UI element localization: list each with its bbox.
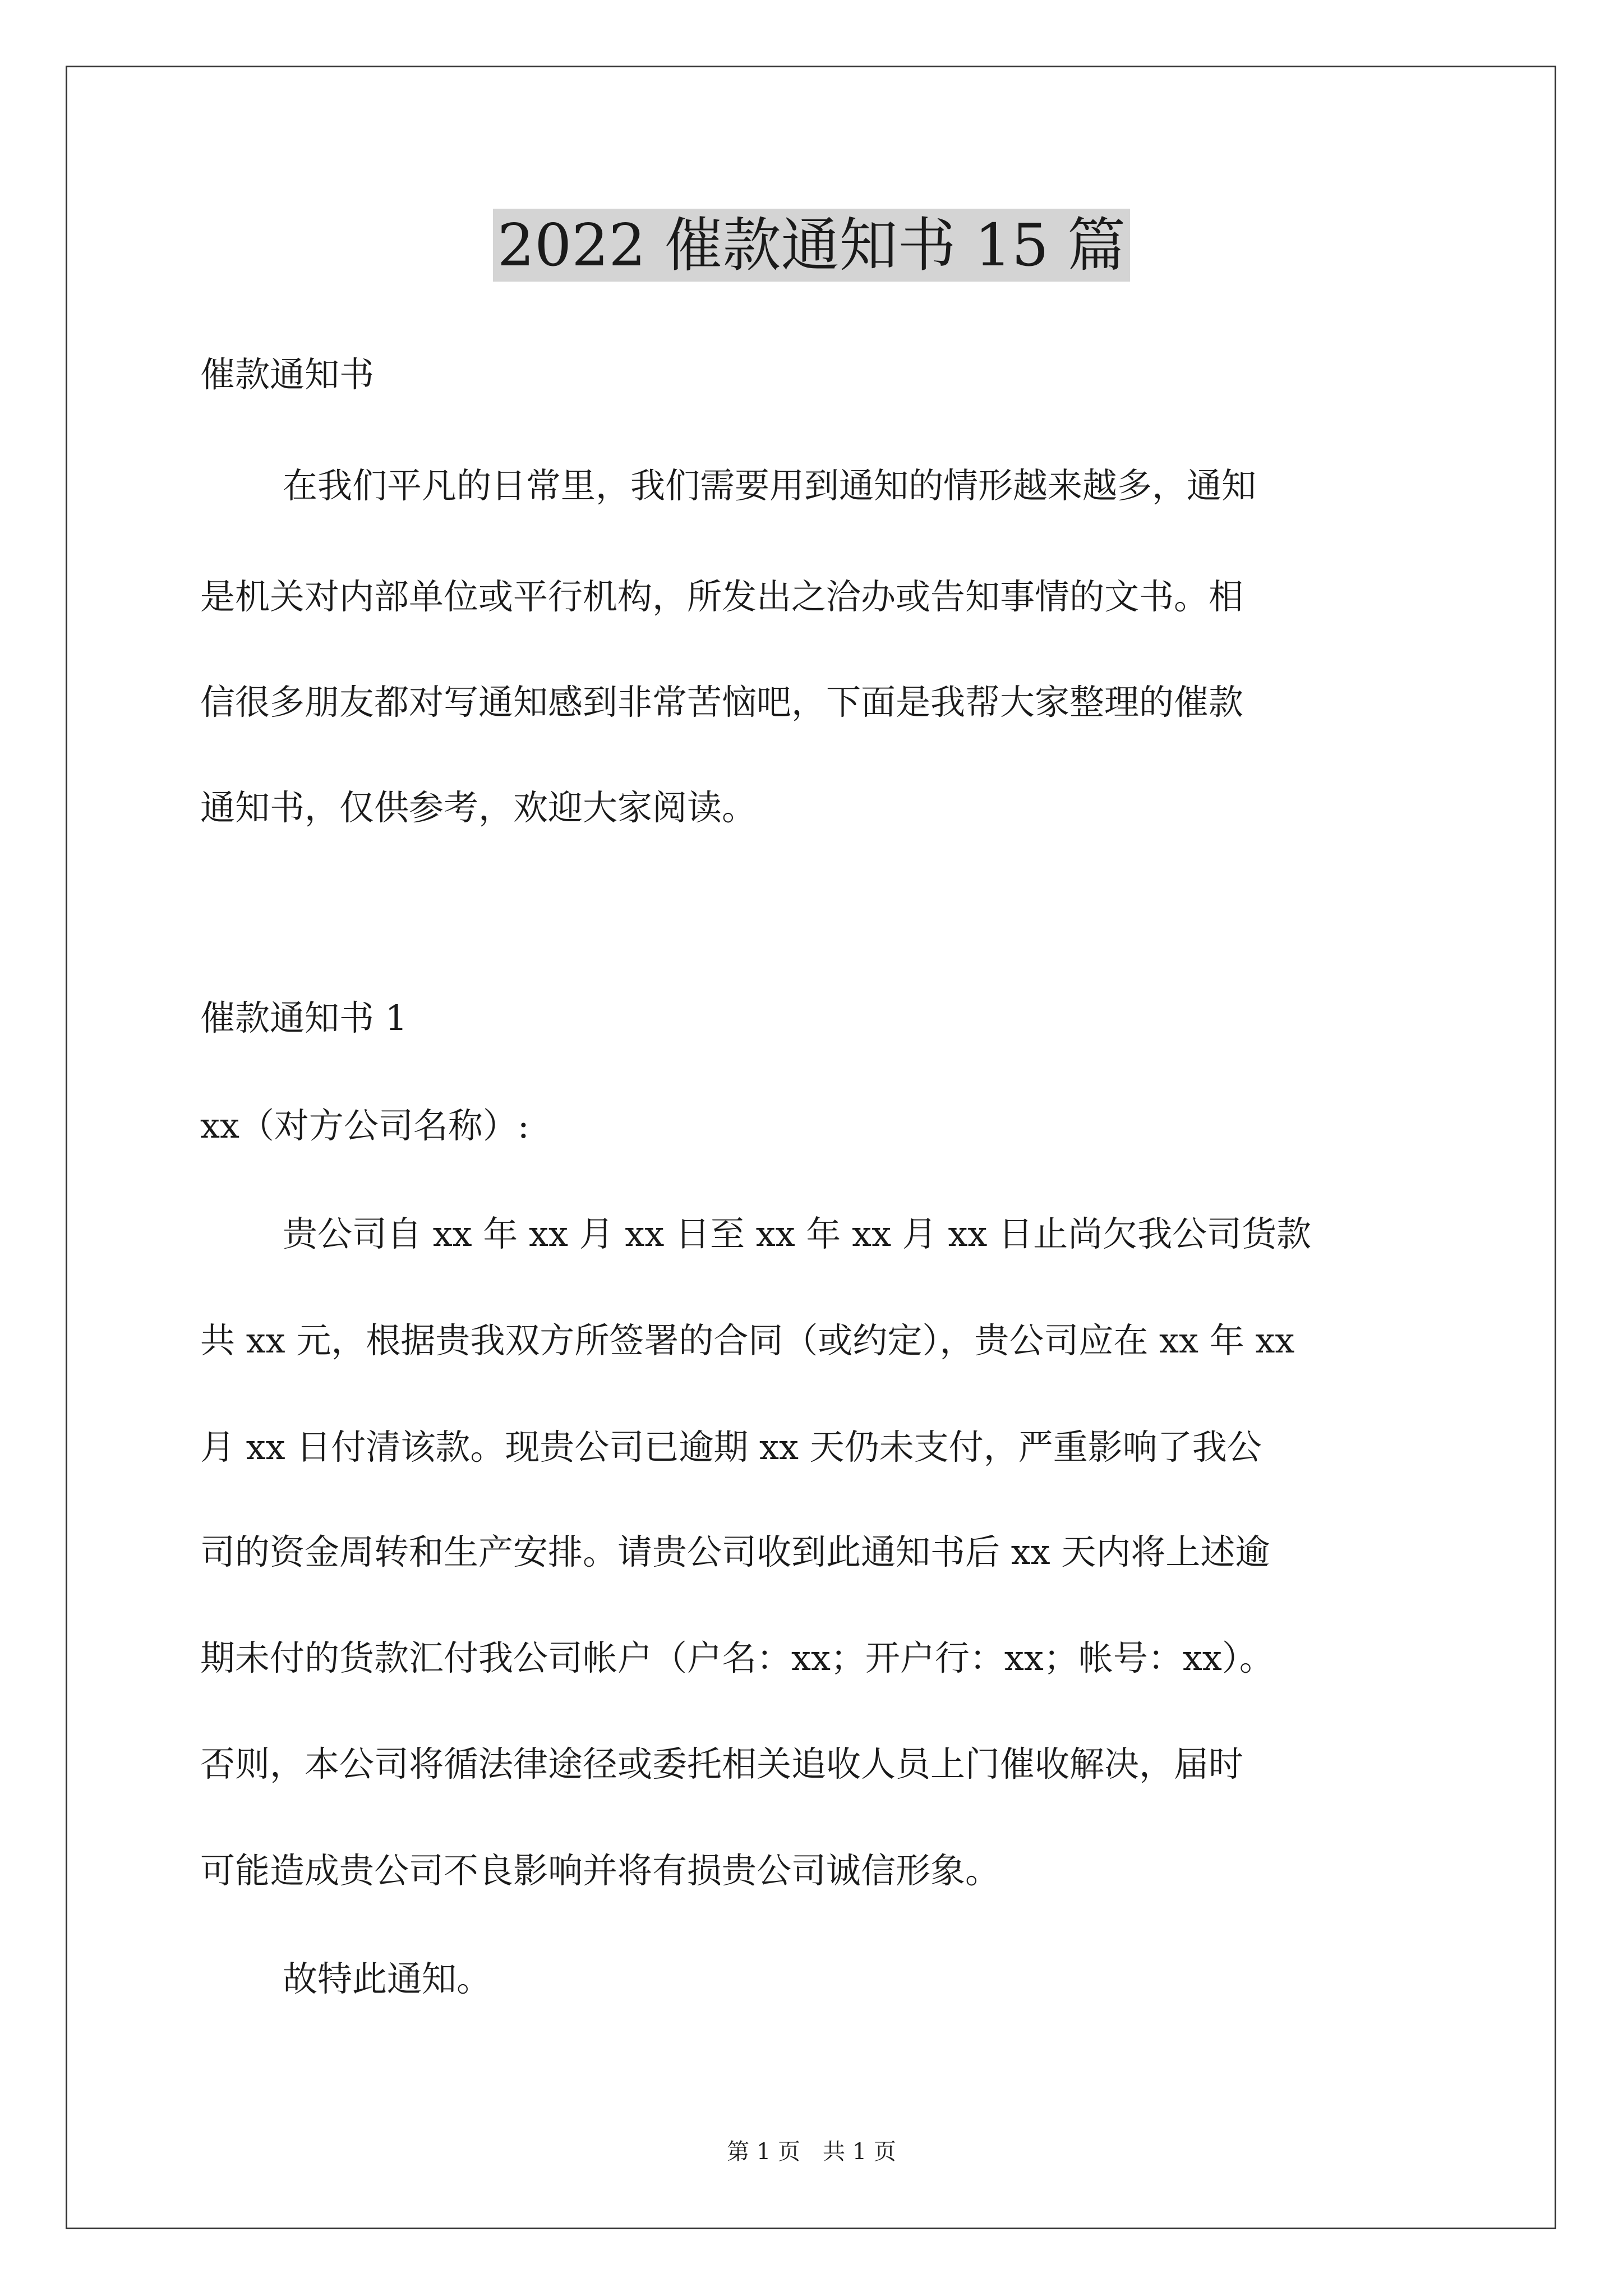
section-heading: 催款通知书 bbox=[200, 354, 375, 395]
page-footer: 第 1 页 共 1 页 bbox=[727, 2139, 896, 2165]
body-line-3: 月 xx 日付清该款。现贵公司已逾期 xx 天仍未支付，严重影响了我公 bbox=[200, 1427, 1262, 1467]
intro-line-1: 在我们平凡的日常里，我们需要用到通知的情形越来越多，通知 bbox=[283, 465, 1257, 506]
body-line-4: 司的资金周转和生产安排。请贵公司收到此通知书后 xx 天内将上述逾 bbox=[200, 1531, 1270, 1572]
body-line-1: 贵公司自 xx 年 xx 月 xx 日至 xx 年 xx 月 xx 日止尚欠我公司货款 bbox=[283, 1213, 1312, 1254]
intro-line-2: 是机关对内部单位或平行机构，所发出之洽办或告知事情的文书。相 bbox=[200, 576, 1244, 617]
document-title: 2022 催款通知书 15 篇 bbox=[0, 209, 1623, 282]
body-line-7: 可能造成贵公司不良影响并将有损贵公司诚信形象。 bbox=[200, 1850, 1000, 1891]
intro-line-4: 通知书，仅供参考，欢迎大家阅读。 bbox=[200, 787, 757, 828]
addressee: xx（对方公司名称）: bbox=[200, 1105, 529, 1146]
intro-line-3: 信很多朋友都对写通知感到非常苦恼吧，下面是我帮大家整理的催款 bbox=[200, 682, 1244, 723]
subsection-heading: 催款通知书 1 bbox=[200, 997, 408, 1038]
body-line-5: 期未付的货款汇付我公司帐户（户名：xx；开户行：xx；帐号：xx）。 bbox=[200, 1637, 1274, 1678]
body-line-6: 否则，本公司将循法律途径或委托相关追收人员上门催收解决，届时 bbox=[200, 1743, 1244, 1784]
closing-line: 故特此通知。 bbox=[283, 1958, 492, 1999]
body-line-2: 共 xx 元，根据贵我双方所签署的合同（或约定），贵公司应在 xx 年 xx bbox=[200, 1320, 1295, 1361]
